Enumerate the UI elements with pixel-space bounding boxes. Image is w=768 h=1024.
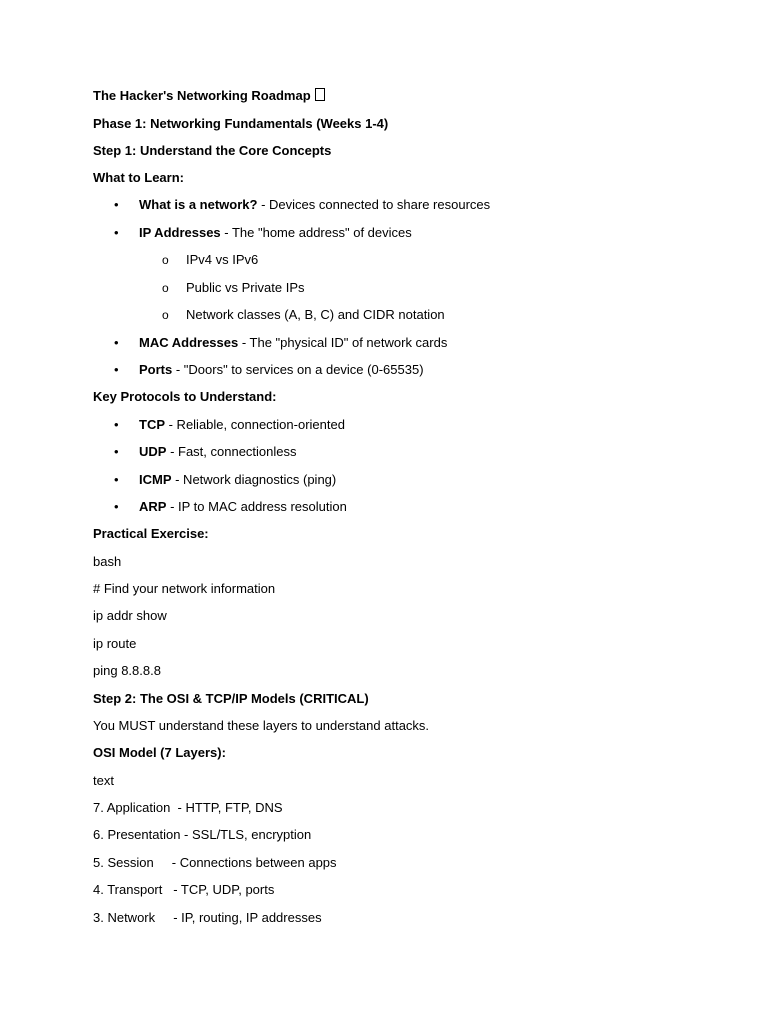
code-line: ip route <box>93 636 137 651</box>
step2-heading: Step 2: The OSI & TCP/IP Models (CRITICAL) <box>93 691 369 706</box>
term: ARP <box>139 499 167 514</box>
code-line: ping 8.8.8.8 <box>93 663 161 678</box>
document-title <box>93 88 325 104</box>
protocol-item <box>139 472 336 488</box>
term: Ports <box>139 362 173 377</box>
description: - IP to MAC address resolution <box>166 499 347 514</box>
term: What is a network? <box>139 197 258 212</box>
sub-list-item: IPv4 vs IPv6 <box>186 252 259 267</box>
title-text: The Hacker's Networking Roadmap <box>93 88 311 103</box>
protocol-item <box>139 499 347 515</box>
description: - "Doors" to services on a device (0-65535) <box>172 362 424 377</box>
bullet-icon: • <box>114 444 119 459</box>
sub-list-item: Network classes (A, B, C) and CIDR notation <box>186 307 445 322</box>
description: - The "home address" of devices <box>220 225 412 240</box>
list-item <box>139 335 447 351</box>
description: - Fast, connectionless <box>166 444 297 459</box>
description: - Devices connected to share resources <box>257 197 491 212</box>
term: ICMP <box>139 472 172 487</box>
code-line: ip addr show <box>93 608 167 623</box>
phase-heading: Phase 1: Networking Fundamentals (Weeks 1-4) <box>93 116 389 131</box>
osi-layer-line: 7. Application - HTTP, FTP, DNS <box>93 800 283 815</box>
description: - Reliable, connection-oriented <box>165 417 345 432</box>
list-item <box>139 197 490 213</box>
term: IP Addresses <box>139 225 221 240</box>
protocol-item <box>139 444 297 460</box>
osi-language-label: text <box>93 773 114 788</box>
step1-heading: Step 1: Understand the Core Concepts <box>93 143 332 158</box>
sub-list-item: Public vs Private IPs <box>186 280 305 295</box>
bullet-icon: • <box>114 225 119 240</box>
osi-layer-line: 5. Session - Connections between apps <box>93 855 337 870</box>
osi-layer-line: 4. Transport - TCP, UDP, ports <box>93 882 275 897</box>
term: MAC Addresses <box>139 335 239 350</box>
osi-heading: OSI Model (7 Layers): <box>93 745 226 760</box>
step2-note: You MUST understand these layers to understand attacks. <box>93 718 430 733</box>
term: UDP <box>139 444 167 459</box>
bullet-icon: • <box>114 472 119 487</box>
bullet-icon: • <box>114 197 119 212</box>
bullet-icon: • <box>114 499 119 514</box>
practical-heading: Practical Exercise: <box>93 526 209 541</box>
bullet-icon: • <box>114 335 119 350</box>
key-protocols-heading: Key Protocols to Understand: <box>93 389 277 404</box>
sub-bullet-icon: o <box>162 253 169 267</box>
protocol-item <box>139 417 345 433</box>
bullet-icon: • <box>114 362 119 377</box>
code-language-label: bash <box>93 554 122 569</box>
description: - Network diagnostics (ping) <box>171 472 337 487</box>
what-to-learn-heading: What to Learn: <box>93 170 184 185</box>
osi-layer-line: 6. Presentation - SSL/TLS, encryption <box>93 827 312 842</box>
sub-bullet-icon: o <box>162 308 169 322</box>
term: TCP <box>139 417 165 432</box>
list-item <box>139 225 412 241</box>
code-line: # Find your network information <box>93 581 276 596</box>
bullet-icon: • <box>114 417 119 432</box>
missing-glyph-icon <box>315 88 325 101</box>
osi-layer-line: 3. Network - IP, routing, IP addresses <box>93 910 322 925</box>
description: - The "physical ID" of network cards <box>238 335 448 350</box>
sub-bullet-icon: o <box>162 281 169 295</box>
list-item <box>139 362 424 378</box>
